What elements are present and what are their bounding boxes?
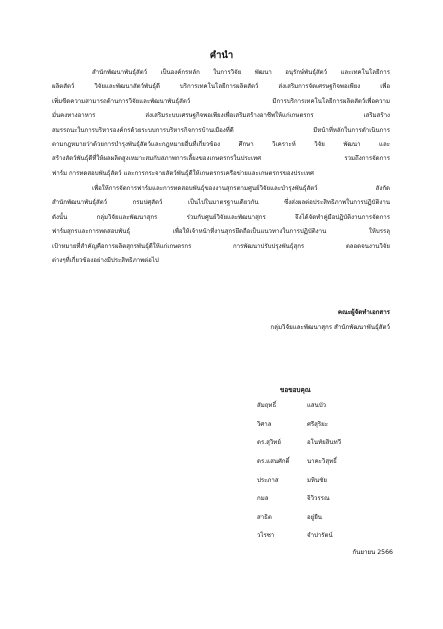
- person-last-name: อโนทัยสินทวี: [307, 439, 342, 447]
- person-last-name: มหินชัย: [307, 476, 327, 484]
- acknowledgement-list: [257, 396, 341, 545]
- author-group: คณะผู้จัดทำเอกสาร: [337, 309, 390, 316]
- paragraph-line: เพื่อให้การจัดการฟาร์มและการทดสอบพันธุ์ของงานสุกรตามศูนย์วิจัยและบำรุงพันธุ์สัตว์ สังกัด: [92, 185, 390, 192]
- person-first-name: กมล: [257, 495, 269, 503]
- author-affiliation: กลุ่มวิจัยและพัฒนาสุกร สำนักพัฒนาพันธุ์สัตว์: [270, 324, 390, 331]
- person-first-name: วไรซา: [257, 532, 275, 540]
- acknowledgement-title: ขอขอบคุณ: [280, 386, 311, 394]
- paragraph-line: มั่นคงทางอาหาร ส่งเสริมระบบเศรษฐกิจพอเพียงเพื่อเสริมสร้างอาชีพให้แก่เกษตรกร เสริมสร้าง: [52, 112, 390, 120]
- acknowledgement-row: [257, 489, 341, 508]
- paragraph-line: ผลิตสัตว์ วิจัยและพัฒนาสัตว์พันธุ์ดี บริการเทคโนโลยีการผลิตสัตว์ ส่งเสริมการจัดเศรษฐกิจพอเพียง เพื่อ: [52, 83, 390, 91]
- paragraph-line: ดังนั้น กลุ่มวิจัยและพัฒนาสุกร ร่วมกับศูนย์วิจัยและพัฒนาสุกร จึงได้จัดทำคู่มือปฏิบัติงานการจัดการ: [52, 213, 390, 221]
- person-last-name: จำปารัตน์: [307, 532, 333, 540]
- person-first-name: ประภาส: [257, 476, 279, 484]
- person-last-name: อยู่ยืน: [307, 513, 322, 521]
- person-first-name: ดร.แสนศักดิ์: [257, 458, 290, 466]
- paragraph-line: เป้าหมายที่สำคัญคือการผลิตสุกรพันธุ์ดีให้แก่เกษตรกร การพัฒนาปรับปรุงพันธุ์สุกร ตลอดจนงานวิจัย: [52, 242, 390, 250]
- person-first-name: ดร.สุวิทย์: [257, 439, 281, 447]
- paragraph-line: ตามกฎหมายว่าด้วยการบำรุงพันธุ์สัตว์และกฎหมายอื่นที่เกี่ยวข้อง ศึกษา วิเคราะห์ วิจัย พัฒนา และ: [52, 141, 390, 149]
- person-last-name: จิวิวรรณ: [307, 495, 330, 503]
- preface-paragraph-2: [52, 182, 390, 268]
- paragraph-line: สำนักพัฒนาพันธุ์สัตว์ เป็นองค์กรหลัก ในการวิจัย พัฒนา อนุรักษ์พันธุ์สัตว์ และเทคโนโลยีการ: [92, 69, 390, 76]
- acknowledgement-row: [257, 470, 341, 489]
- person-last-name: แสนบัว: [307, 402, 327, 410]
- paragraph-line: สมรรถนะในการบริหารองค์กรด้วยระบบการบริหารกิจการบ้านเมืองที่ดี มีหน้าที่หลักในการดำเนินการ: [52, 126, 390, 134]
- preface-paragraph-1: [52, 66, 390, 181]
- paragraph-line: ต่างๆที่เกี่ยวข้องอย่างมีประสิทธิภาพต่อไป: [52, 257, 159, 265]
- acknowledgement-row: [257, 396, 341, 415]
- person-first-name: สาธิต: [257, 513, 272, 521]
- person-last-name: ศรีสุริยะ: [307, 420, 328, 428]
- paragraph-line: สำนักพัฒนาพันธุ์สัตว์ กรมปศุสัตว์ เป็นไปในมาตรฐานเดียวกัน ซึ่งส่งผลต่อประสิทธิภาพในการปฏิบัติงาน: [52, 199, 390, 207]
- acknowledgement-row: [257, 415, 341, 434]
- acknowledgement-row: [257, 526, 341, 545]
- page-title: คำนำ: [209, 50, 234, 61]
- document-date: กันยายน 2566: [352, 549, 393, 556]
- paragraph-line: ฟาร์ม การทดสอบพันธุ์สัตว์ และการกระจายสัตว์พันธุ์ดีให้เกษตรกรเครือข่ายและเกษตรกรของประเทศ: [52, 169, 314, 177]
- paragraph-line: สร้างสัตว์พันธุ์ดีที่ให้ผลผลิตสูงเหมาะสมกับสภาพการเลี้ยงของเกษตรกรในประเทศ รวมถึงการจัดการ: [52, 155, 390, 163]
- person-first-name: วิศาล: [257, 420, 272, 428]
- paragraph-line: ฟาร์มสุกรและการทดสอบพันธุ์ เพื่อให้เจ้าหน้าที่งานสุกรยึดถือเป็นแนวทางในการปฏิบัติงาน ให้บรรลุ: [52, 228, 390, 236]
- acknowledgement-row: [257, 508, 341, 527]
- person-last-name: นาคะวิสุทธิ์: [307, 458, 337, 466]
- paragraph-line: เพิ่มขีดความสามารถด้านการวิจัยและพัฒนาพันธุ์สัตว์ มีการบริการเทคโนโลยีการผลิตสัตว์เพื่อความ: [52, 97, 390, 105]
- acknowledgement-row: [257, 433, 341, 452]
- acknowledgement-row: [257, 452, 341, 471]
- person-first-name: สัมฤทธิ์: [257, 402, 277, 410]
